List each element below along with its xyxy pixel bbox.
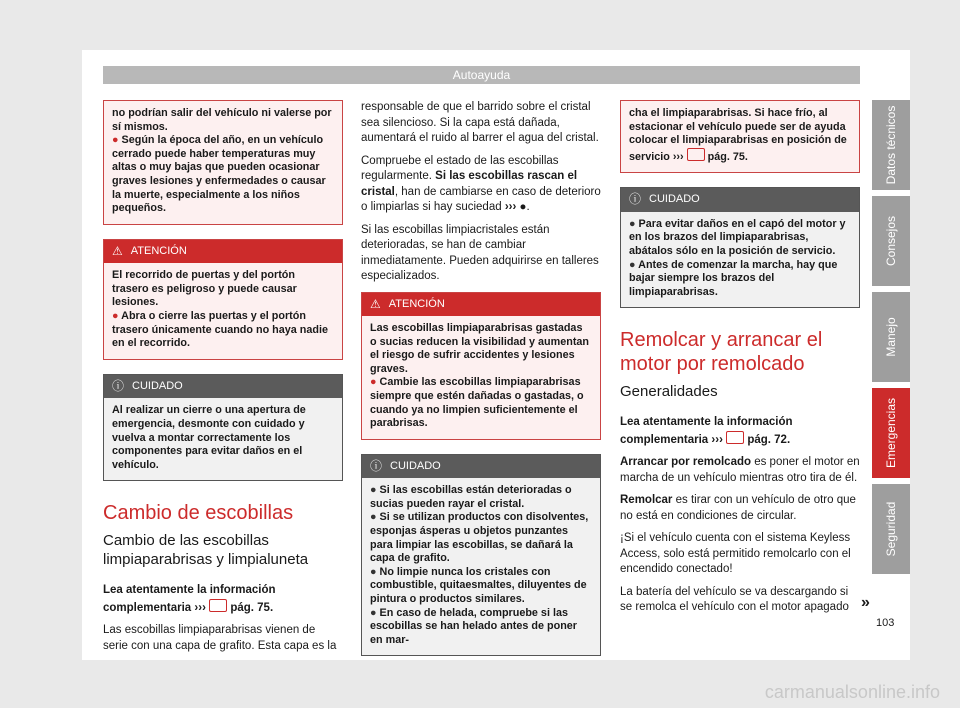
atencion-bullet: Abra o cierre las puertas y el portón trasero únicamente cuando no haya nadie en el recorrido. xyxy=(112,310,328,350)
bullet-icon: ● xyxy=(629,217,636,230)
page-ref-link[interactable]: pág. 75. xyxy=(230,601,274,614)
alert-circle-icon: ● xyxy=(519,201,527,213)
info-circle-icon: ⓘ xyxy=(112,378,125,393)
warning-triangle-icon: ⚠ xyxy=(370,296,381,311)
body-text: , han de cambiarse en caso de deterioro o limpiarlas si hay suciedad xyxy=(361,185,601,213)
warning-text: no podrían salir del vehículo ni valerse por sí mismos. xyxy=(112,107,332,133)
cuidado-bullet: En caso de helada, compruebe si las escobillas se han helado antes de poner en mar- xyxy=(370,606,578,646)
book-icon xyxy=(687,148,705,161)
body-bold: Arrancar por remolcado xyxy=(620,456,752,469)
subsection-title: Cambio de las escobillas limpiaparabrisas y limpialuneta xyxy=(103,532,309,569)
section-title: Remolcar y arrancar el motor por remolcado xyxy=(620,329,823,376)
tab-label: Consejos xyxy=(884,215,898,267)
page-ref-link[interactable]: pág. 75. xyxy=(707,150,748,163)
warning-triangle-icon: ⚠ xyxy=(112,243,123,258)
watermark: carmanualsonline.info xyxy=(764,682,940,702)
tab-manejo[interactable] xyxy=(872,292,910,382)
column-1: no podrían salir del vehículo ni valerse por sí mismos. ● Según la época del año, en un vehículo cerrado puede haber temperaturas muy altas o muy bajas que pueden ocasionar graves lesiones y enfermedades o causar la muerte, especialmente a los niños pequeños. ⚠ ATENCIÓN El recorrido de puertas y del portón trasero es peligroso y puede causar lesiones. ● Abra o cierre las puertas y el portón trasero únicamente cuando no haya nadie en el recorrido. ⓘ CUIDADO Al realizar un cierre o una apertura de emergencia, desmonte con cuidado y vuelva a montar correctamente los componentes para evitar daños en el vehículo. Cambio de escobillas Cambio de las escobillas limpiaparabrisas y limpialuneta Lea atentamente la información complementaria ››› pág. 75. Las escobillas limpiaparabrisas vienen de serie con una capa de grafito. Esta capa es la xyxy=(103,100,343,661)
bullet-icon: ● xyxy=(112,310,119,323)
warning-bullet: Según la época del año, en un vehículo cerrado puede haber temperaturas muy altas o muy bajas que pueden ocasionar graves lesiones y enfermedades o causar la muerte, especialmente a los niños pequeños. xyxy=(112,134,326,215)
cuidado-label: CUIDADO xyxy=(649,193,700,206)
cuidado-bullet: Para evitar daños en el capó del motor y en los brazos del limpiaparabrisas, abátalos sólo en la posición de servicio. xyxy=(629,217,846,258)
body-text: es poner el motor en marcha de un vehículo mientras otro tira de él. xyxy=(620,456,860,484)
bullet-icon: ● xyxy=(629,258,636,271)
atencion-text: Las escobillas limpiaparabrisas gastadas o sucias reducen la visibilidad y aumentan el riesgo de sufrir accidentes y lesiones graves. xyxy=(370,322,590,375)
body-paragraph: ¡Si el vehículo cuenta con el sistema Keyless Access, solo está permitido remolcarlo con el encendido conectado! xyxy=(620,532,851,576)
cuidado-text: cha el limpiaparabrisas. Si hace frío, al estacionar el vehículo puede ser de ayuda colocar el limpiaparabrisas en posición de servicio xyxy=(629,107,847,163)
cuidado-bullet: Si se utilizan productos con disolventes, esponjas ásperas u objetos punzantes para limpiar las escobillas, se dañará la capa de grafito. xyxy=(370,511,589,565)
tab-datos-tecnicos[interactable] xyxy=(872,100,910,190)
column-2: responsable de que el barrido sobre el cristal sea silencioso. Si la capa está dañada, aumentará el ruido al barrer el agua del cristal. Compruebe el estado de las escobillas regularmente. Si las escobillas rascan el cristal, han de cambiarse en caso de deterioro o limpiarlas si hay suciedad ››› ●. Si las escobillas limpiacristales están deterioradas, se han de cambiar inmediatamente. Pueden adquirirse en talleres especializados. ⚠ ATENCIÓN Las escobillas limpiaparabrisas gastadas o sucias reducen la visibilidad y aumentan el riesgo de sufrir accidentes y lesiones graves. ● Cambie las escobillas limpiaparabrisas siempre que estén dañadas o gastadas, o cuando ya no limpien suficientemente el parabrisas. ⓘ CUIDADO ● Si las escobillas están deterioradas o sucias pueden rayar el cristal. ● Si se utilizan productos con disolventes, esponjas ásperas u objetos punzantes para limpiar las escobillas, se dañará la capa de grafito. ● No limpie nunca los cristales con combustible, quitaesmaltes, diluyentes de pintura o productos similares. ● En caso de helada, compruebe si las escobillas se han helado antes de poner en mar- xyxy=(361,100,601,670)
bullet-icon: ● xyxy=(370,606,377,619)
tab-emergencias[interactable] xyxy=(872,388,910,478)
info-circle-icon: ⓘ xyxy=(370,458,383,473)
body-bold: Si las escobillas rascan el cristal xyxy=(361,170,578,198)
bullet-icon: ● xyxy=(370,511,377,524)
atencion-label: ATENCIÓN xyxy=(388,297,445,310)
section-title: Cambio de escobillas xyxy=(103,502,294,525)
continued-mark: » xyxy=(861,594,870,611)
cuidado-text: Al realizar un cierre o una apertura de emergencia, desmonte con cuidado y vuelva a montar correctamente los componentes para evitar daños en el vehículo. xyxy=(112,404,306,471)
cuidado-box xyxy=(620,187,860,308)
atencion-box xyxy=(103,239,343,360)
atencion-label: ATENCIÓN xyxy=(130,244,187,257)
cuidado-box xyxy=(103,374,343,481)
info-circle-icon: ⓘ xyxy=(629,192,642,207)
warning-box-continued xyxy=(103,100,343,225)
bullet-icon: ● xyxy=(370,376,377,389)
subsection-title: Generalidades xyxy=(620,383,718,401)
bullet-icon: ● xyxy=(370,484,377,497)
cuidado-label: CUIDADO xyxy=(390,459,441,472)
page-number: 103 xyxy=(876,617,895,629)
atencion-box xyxy=(361,292,601,440)
lead-text: Lea atentamente la información complementaria xyxy=(620,416,793,446)
cuidado-bullet: No limpie nunca los cristales con combustible, quitaesmaltes, diluyentes de pintura o productos similares. xyxy=(370,565,587,605)
tab-label: Emergencias xyxy=(884,397,898,469)
body-paragraph: Si las escobillas limpiacristales están deterioradas, se han de cambiar inmediatamente. Pueden adquirirse en talleres especializados. xyxy=(361,223,599,282)
cuidado-label: CUIDADO xyxy=(132,379,183,392)
body-text: es tirar con un vehículo de otro que no está en condiciones de circular. xyxy=(620,494,856,522)
column-3: cha el limpiaparabrisas. Si hace frío, al estacionar el vehículo puede ser de ayuda colocar el limpiaparabrisas en posición de servicio ››› pág. 75. ⓘ CUIDADO ● Para evitar daños en el capó del motor y en los brazos del limpiaparabrisas, abátalos sólo en la posición de servicio. ● Antes de comenzar la marcha, hay que bajar siempre los brazos del limpiaparabrisas. Remolcar y arrancar el motor por remolcado Generalidades Lea atentamente la información complementaria ››› pág. 72. Arrancar por remolcado es poner el motor en marcha de un vehículo mientras otro tira de él. Remolcar es tirar con un vehículo de otro que no está en condiciones de circular. ¡Si el vehículo cuenta con el sistema Keyless Access, solo está permitido remolcarlo con el encendido conectado! La batería del vehículo se va descargando si se remolca el vehículo con el motor apagado xyxy=(620,100,860,623)
cuidado-box-continued: cha el limpiaparabrisas. Si hace frío, al estacionar el vehículo puede ser de ayuda colocar el limpiaparabrisas en posición de servicio ››› pág. 75. xyxy=(620,100,860,173)
tab-label: Manejo xyxy=(884,317,898,357)
book-icon xyxy=(726,431,744,444)
tab-label: Datos técnicos xyxy=(884,105,898,185)
atencion-bullet: Cambie las escobillas limpiaparabrisas siempre que estén dañadas o gastadas, o cuando ya no limpien suficientemente el parabrisas. xyxy=(370,376,584,430)
cuidado-bullet: Antes de comenzar la marcha, hay que bajar siempre los brazos del limpiaparabrisas. xyxy=(629,258,838,298)
atencion-text: El recorrido de puertas y del portón trasero es peligroso y puede causar lesiones. xyxy=(112,269,297,309)
body-paragraph: Las escobillas limpiaparabrisas vienen de serie con una capa de grafito. Esta capa es la xyxy=(103,624,337,652)
tab-seguridad[interactable] xyxy=(872,484,910,574)
page-header: Autoayuda xyxy=(103,66,860,84)
tab-label: Seguridad xyxy=(884,501,898,557)
body-bold: Remolcar xyxy=(620,494,673,507)
body-paragraph: responsable de que el barrido sobre el cristal sea silencioso. Si la capa está dañada, aumentará el ruido al barrer el agua del cristal. xyxy=(361,101,599,144)
lead-text: Lea atentamente la información complementaria xyxy=(103,584,276,614)
cuidado-bullet: Si las escobillas están deterioradas o sucias pueden rayar el cristal. xyxy=(370,484,572,510)
bullet-icon: ● xyxy=(112,134,119,147)
tab-consejos[interactable] xyxy=(872,196,910,286)
book-icon xyxy=(209,599,227,612)
body-paragraph: La batería del vehículo se va descargando si se remolca el vehículo con el motor apagado xyxy=(620,585,849,614)
cuidado-box xyxy=(361,454,601,657)
bullet-icon: ● xyxy=(370,565,377,578)
page-ref-link[interactable]: pág. 72. xyxy=(747,433,791,446)
body-text: Compruebe el estado de las escobillas regularmente. xyxy=(361,154,559,182)
